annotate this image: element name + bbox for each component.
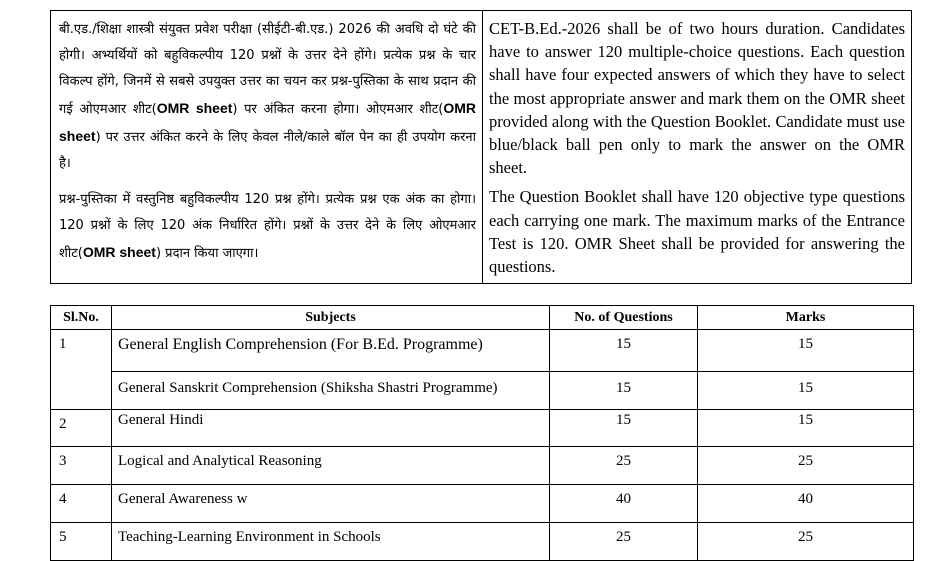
sl-no-cell: 4 bbox=[51, 485, 112, 523]
hindi-column bbox=[51, 11, 483, 283]
english-column bbox=[483, 11, 911, 283]
hindi-paragraph-2 bbox=[59, 187, 476, 267]
subject-cell: General English Comprehension (For B.Ed. Programme) bbox=[112, 330, 550, 372]
subject-cell: General Awareness w bbox=[112, 485, 550, 523]
sl-no-cell: 3 bbox=[51, 447, 112, 485]
questions-cell: 15 bbox=[550, 330, 698, 372]
table-row bbox=[51, 372, 914, 410]
omr-term: OMR sheet bbox=[59, 100, 476, 144]
subject-cell: General Sanskrit Comprehension (Shiksha Shastri Programme) bbox=[112, 372, 550, 410]
subject-cell: General Hindi bbox=[112, 410, 550, 447]
questions-cell: 15 bbox=[550, 410, 698, 447]
header-sl-no: Sl.No. bbox=[51, 306, 112, 330]
subject-cell: Teaching-Learning Environment in Schools bbox=[112, 523, 550, 561]
omr-term: OMR sheet bbox=[82, 244, 156, 260]
questions-cell: 25 bbox=[550, 523, 698, 561]
questions-cell: 40 bbox=[550, 485, 698, 523]
sl-no-cell: 1 bbox=[51, 330, 112, 372]
table-row bbox=[51, 447, 914, 485]
sl-no-cell bbox=[51, 372, 112, 410]
marks-cell: 25 bbox=[698, 447, 914, 485]
header-subjects: Subjects bbox=[112, 306, 550, 330]
hindi-text: ) प्रदान किया जाएगा। bbox=[155, 246, 259, 261]
table-header-row bbox=[51, 306, 914, 330]
questions-cell: 15 bbox=[550, 372, 698, 410]
table-row bbox=[51, 330, 914, 372]
table-row bbox=[51, 523, 914, 561]
subjects-table bbox=[50, 305, 914, 561]
marks-cell: 15 bbox=[698, 372, 914, 410]
english-paragraph-1: CET-B.Ed.-2026 shall be of two hours duration. Candidates have to answer 120 multiple-choice questions. Each question shall have four expected answers of which they have to select the most appropriate answer and mark them on the OMR sheet provided along with the Question Booklet. Candidate must use blue/black ball pen only to mark the answer on the OMR sheet. bbox=[489, 19, 905, 178]
marks-cell: 25 bbox=[698, 523, 914, 561]
hindi-text: ) पर उत्तर अंकित करने के लिए केवल नीले/काले बॉल पेन का ही उपयोग करना है। bbox=[59, 130, 476, 171]
table-row bbox=[51, 410, 914, 447]
sl-no-cell: 5 bbox=[51, 523, 112, 561]
header-marks: Marks bbox=[698, 306, 914, 330]
questions-cell: 25 bbox=[550, 447, 698, 485]
omr-term: OMR sheet bbox=[156, 100, 233, 116]
english-paragraph-2: The Question Booklet shall have 120 objective type questions each carrying one mark. The maximum marks of the Entrance Test is 120. OMR Sheet shall be provided for answering the questions. bbox=[489, 187, 905, 277]
subject-cell: Logical and Analytical Reasoning bbox=[112, 447, 550, 485]
instructions-box bbox=[50, 10, 912, 284]
header-no-of-questions: No. of Questions bbox=[550, 306, 698, 330]
hindi-text: बी.एड./शिक्षा शास्त्री संयुक्त प्रवेश परीक्षा (सीईटी-बी.एड.) 2026 की अवधि दो घंटे की होगी। अभ्यर्थियों को बहुविकल्पीय 120 प्रश्नों के उत्तर देने होंगे। प्रत्येक प्रश्न के चार विकल्प होंगे, जिनमें से सबसे उपयुक्त उत्तर का चयन कर प्रश्न-पुस्तिका के साथ प्रदान की गई ओएमआर शीट( bbox=[59, 22, 476, 117]
hindi-text: ) पर अंकित करना होगा। ओएमआर शीट( bbox=[232, 102, 444, 117]
hindi-text: प्रश्न-पुस्तिका में वस्तुनिष्ठ बहुविकल्पीय 120 प्रश्न होंगे। प्रत्येक प्रश्न एक अंक का होगा। 120 प्रश्नों के लिए 120 अंक निर्धारित होंगे। प्रश्नों के उत्तर देने के लिए ओएमआर शीट( bbox=[59, 192, 476, 261]
table-row bbox=[51, 485, 914, 523]
marks-cell: 15 bbox=[698, 410, 914, 447]
sl-no-cell: 2 bbox=[51, 410, 112, 447]
marks-cell: 40 bbox=[698, 485, 914, 523]
marks-cell: 15 bbox=[698, 330, 914, 372]
hindi-paragraph-1 bbox=[59, 17, 476, 177]
